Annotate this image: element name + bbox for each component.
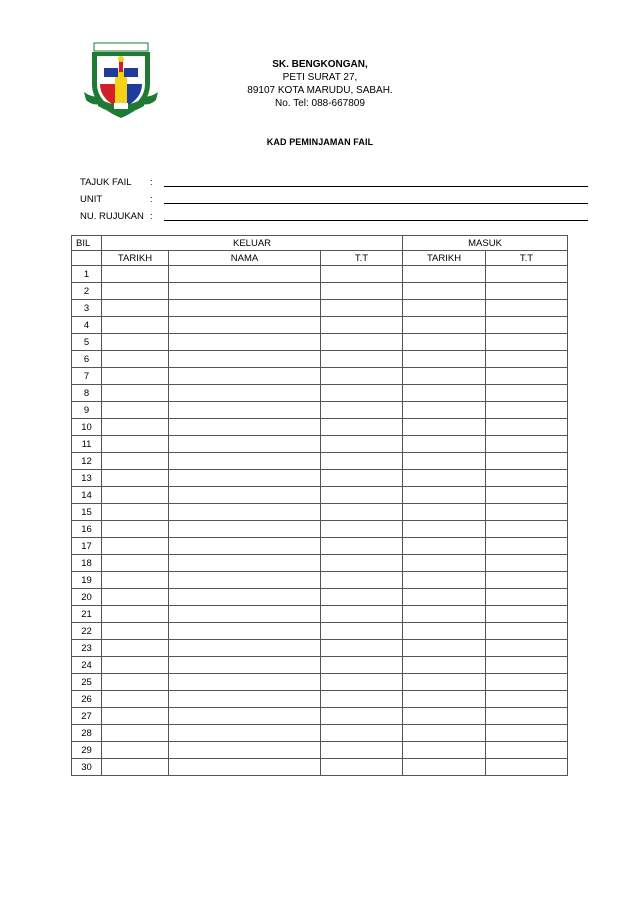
masuk-tarikh-cell[interactable] xyxy=(403,368,486,385)
keluar-nama-cell[interactable] xyxy=(169,334,321,351)
keluar-tarikh-cell[interactable] xyxy=(102,521,169,538)
row-number: 22 xyxy=(72,623,102,640)
row-number: 5 xyxy=(72,334,102,351)
table-header-row xyxy=(72,236,568,251)
keluar-tarikh-cell[interactable] xyxy=(102,640,169,657)
masuk-tt-cell[interactable] xyxy=(486,317,568,334)
masuk-tarikh-cell[interactable] xyxy=(403,470,486,487)
masuk-tt-cell[interactable] xyxy=(486,555,568,572)
row-number: 7 xyxy=(72,368,102,385)
keluar-nama-cell[interactable] xyxy=(169,266,321,283)
keluar-tt-cell[interactable] xyxy=(321,419,403,436)
keluar-tarikh-cell[interactable] xyxy=(102,300,169,317)
table-row xyxy=(72,606,568,623)
row-number: 30 xyxy=(72,759,102,776)
masuk-tt-cell[interactable] xyxy=(486,538,568,555)
field-underline[interactable] xyxy=(164,220,588,221)
col-bil-header: BIL xyxy=(72,236,102,251)
keluar-tt-cell[interactable] xyxy=(321,334,403,351)
keluar-nama-cell[interactable] xyxy=(169,759,321,776)
keluar-tarikh-cell[interactable] xyxy=(102,317,169,334)
masuk-tt-cell[interactable] xyxy=(486,691,568,708)
field-colon: : xyxy=(150,211,153,222)
masuk-tarikh-cell[interactable] xyxy=(403,623,486,640)
row-number: 8 xyxy=(72,385,102,402)
keluar-nama-cell[interactable] xyxy=(169,538,321,555)
table-row xyxy=(72,674,568,691)
keluar-nama-cell[interactable] xyxy=(169,623,321,640)
keluar-nama-cell[interactable] xyxy=(169,317,321,334)
row-number: 12 xyxy=(72,453,102,470)
keluar-tarikh-cell[interactable] xyxy=(102,487,169,504)
keluar-tt-cell[interactable] xyxy=(321,266,403,283)
row-number: 3 xyxy=(72,300,102,317)
masuk-tt-cell[interactable] xyxy=(486,487,568,504)
table-row xyxy=(72,691,568,708)
row-number: 17 xyxy=(72,538,102,555)
field-label: TAJUK FAIL xyxy=(80,177,132,188)
keluar-nama-cell[interactable] xyxy=(169,725,321,742)
row-number: 21 xyxy=(72,606,102,623)
keluar-tt-cell[interactable] xyxy=(321,572,403,589)
table-row xyxy=(72,504,568,521)
row-number: 11 xyxy=(72,436,102,453)
keluar-nama-cell[interactable] xyxy=(169,436,321,453)
masuk-tarikh-cell[interactable] xyxy=(403,453,486,470)
row-number: 29 xyxy=(72,742,102,759)
keluar-tt-cell[interactable] xyxy=(321,691,403,708)
masuk-tt-cell[interactable] xyxy=(486,266,568,283)
masuk-tarikh-cell[interactable] xyxy=(403,708,486,725)
keluar-tarikh-cell[interactable] xyxy=(102,334,169,351)
masuk-tarikh-cell[interactable] xyxy=(403,504,486,521)
keluar-tt-cell[interactable] xyxy=(321,589,403,606)
keluar-nama-cell[interactable] xyxy=(169,606,321,623)
table-row xyxy=(72,742,568,759)
row-number: 9 xyxy=(72,402,102,419)
keluar-nama-cell[interactable] xyxy=(169,283,321,300)
card-title: KAD PEMINJAMAN FAIL xyxy=(266,137,374,147)
table-row xyxy=(72,623,568,640)
masuk-tarikh-cell[interactable] xyxy=(403,759,486,776)
masuk-tarikh-cell[interactable] xyxy=(403,436,486,453)
row-number: 19 xyxy=(72,572,102,589)
field-tajuk-fail xyxy=(80,176,158,190)
table-row xyxy=(72,725,568,742)
field-underline[interactable] xyxy=(164,203,588,204)
field-unit xyxy=(80,193,158,207)
masuk-tt-cell[interactable] xyxy=(486,708,568,725)
table-row xyxy=(72,470,568,487)
keluar-tt-cell[interactable] xyxy=(321,538,403,555)
keluar-tarikh-cell[interactable] xyxy=(102,453,169,470)
masuk-tt-cell[interactable] xyxy=(486,402,568,419)
keluar-tarikh-cell[interactable] xyxy=(102,504,169,521)
masuk-tarikh-cell[interactable] xyxy=(403,317,486,334)
keluar-tarikh-cell[interactable] xyxy=(102,572,169,589)
school-phone: No. Tel: 088-667809 xyxy=(275,98,365,109)
keluar-tt-cell[interactable] xyxy=(321,742,403,759)
col-masuk-tarikh: TARIKH xyxy=(403,251,486,266)
keluar-tarikh-cell[interactable] xyxy=(102,555,169,572)
row-number: 4 xyxy=(72,317,102,334)
keluar-tarikh-cell[interactable] xyxy=(102,691,169,708)
keluar-tt-cell[interactable] xyxy=(321,283,403,300)
school-address: 89107 KOTA MARUDU, SABAH. xyxy=(247,85,393,96)
keluar-tarikh-cell[interactable] xyxy=(102,538,169,555)
table-row xyxy=(72,589,568,606)
keluar-tarikh-cell[interactable] xyxy=(102,606,169,623)
table-row xyxy=(72,266,568,283)
row-number: 6 xyxy=(72,351,102,368)
keluar-tt-cell[interactable] xyxy=(321,623,403,640)
keluar-tt-cell[interactable] xyxy=(321,453,403,470)
masuk-tt-cell[interactable] xyxy=(486,385,568,402)
row-number: 27 xyxy=(72,708,102,725)
row-number: 15 xyxy=(72,504,102,521)
keluar-nama-cell[interactable] xyxy=(169,453,321,470)
keluar-tt-cell[interactable] xyxy=(321,555,403,572)
masuk-tt-cell[interactable] xyxy=(486,470,568,487)
keluar-nama-cell[interactable] xyxy=(169,657,321,674)
masuk-tarikh-cell[interactable] xyxy=(403,572,486,589)
keluar-nama-cell[interactable] xyxy=(169,487,321,504)
table-row xyxy=(72,572,568,589)
masuk-tt-cell[interactable] xyxy=(486,589,568,606)
masuk-tt-cell[interactable] xyxy=(486,300,568,317)
keluar-tarikh-cell[interactable] xyxy=(102,283,169,300)
masuk-tt-cell[interactable] xyxy=(486,368,568,385)
keluar-tt-cell[interactable] xyxy=(321,402,403,419)
masuk-tt-cell[interactable] xyxy=(486,351,568,368)
masuk-tarikh-cell[interactable] xyxy=(403,334,486,351)
table-row xyxy=(72,351,568,368)
col-bil-sub xyxy=(72,251,102,266)
row-number: 16 xyxy=(72,521,102,538)
table-row xyxy=(72,453,568,470)
masuk-tt-cell[interactable] xyxy=(486,453,568,470)
keluar-tt-cell[interactable] xyxy=(321,606,403,623)
keluar-tt-cell[interactable] xyxy=(321,504,403,521)
table-row xyxy=(72,419,568,436)
keluar-nama-cell[interactable] xyxy=(169,640,321,657)
table-row xyxy=(72,555,568,572)
masuk-tt-cell[interactable] xyxy=(486,759,568,776)
masuk-tt-cell[interactable] xyxy=(486,283,568,300)
keluar-tarikh-cell[interactable] xyxy=(102,351,169,368)
field-underline[interactable] xyxy=(164,186,588,187)
keluar-nama-cell[interactable] xyxy=(169,385,321,402)
masuk-tarikh-cell[interactable] xyxy=(403,402,486,419)
keluar-tarikh-cell[interactable] xyxy=(102,385,169,402)
school-header xyxy=(200,58,440,110)
table-row xyxy=(72,759,568,776)
keluar-tt-cell[interactable] xyxy=(321,351,403,368)
masuk-tt-cell[interactable] xyxy=(486,674,568,691)
col-keluar-tarikh: TARIKH xyxy=(102,251,169,266)
masuk-tarikh-cell[interactable] xyxy=(403,521,486,538)
masuk-tarikh-cell[interactable] xyxy=(403,385,486,402)
keluar-tarikh-cell[interactable] xyxy=(102,708,169,725)
table-row xyxy=(72,657,568,674)
keluar-nama-cell[interactable] xyxy=(169,351,321,368)
table-row xyxy=(72,487,568,504)
table-row xyxy=(72,521,568,538)
table-row xyxy=(72,300,568,317)
keluar-tt-cell[interactable] xyxy=(321,470,403,487)
keluar-tarikh-cell[interactable] xyxy=(102,657,169,674)
keluar-nama-cell[interactable] xyxy=(169,419,321,436)
table-row xyxy=(72,385,568,402)
table-row xyxy=(72,402,568,419)
col-masuk-tt: T.T xyxy=(486,251,568,266)
keluar-nama-cell[interactable] xyxy=(169,572,321,589)
loan-log-table xyxy=(71,235,568,776)
keluar-nama-cell[interactable] xyxy=(169,589,321,606)
row-number: 10 xyxy=(72,419,102,436)
group-keluar-header: KELUAR xyxy=(102,236,403,251)
keluar-nama-cell[interactable] xyxy=(169,504,321,521)
keluar-nama-cell[interactable] xyxy=(169,708,321,725)
keluar-tt-cell[interactable] xyxy=(321,317,403,334)
masuk-tt-cell[interactable] xyxy=(486,742,568,759)
masuk-tt-cell[interactable] xyxy=(486,606,568,623)
field-colon: : xyxy=(150,177,153,188)
row-number: 13 xyxy=(72,470,102,487)
masuk-tarikh-cell[interactable] xyxy=(403,555,486,572)
masuk-tt-cell[interactable] xyxy=(486,334,568,351)
field-label: NU. RUJUKAN xyxy=(80,211,144,222)
row-number: 25 xyxy=(72,674,102,691)
table-row xyxy=(72,334,568,351)
masuk-tarikh-cell[interactable] xyxy=(403,351,486,368)
row-number: 24 xyxy=(72,657,102,674)
keluar-tt-cell[interactable] xyxy=(321,657,403,674)
keluar-tt-cell[interactable] xyxy=(321,725,403,742)
keluar-nama-cell[interactable] xyxy=(169,555,321,572)
masuk-tarikh-cell[interactable] xyxy=(403,640,486,657)
keluar-tarikh-cell[interactable] xyxy=(102,436,169,453)
keluar-tarikh-cell[interactable] xyxy=(102,742,169,759)
keluar-tt-cell[interactable] xyxy=(321,759,403,776)
col-keluar-tt: T.T xyxy=(321,251,403,266)
masuk-tarikh-cell[interactable] xyxy=(403,487,486,504)
masuk-tt-cell[interactable] xyxy=(486,657,568,674)
keluar-tarikh-cell[interactable] xyxy=(102,623,169,640)
row-number: 18 xyxy=(72,555,102,572)
keluar-tt-cell[interactable] xyxy=(321,368,403,385)
row-number: 23 xyxy=(72,640,102,657)
keluar-tt-cell[interactable] xyxy=(321,436,403,453)
table-row xyxy=(72,317,568,334)
keluar-nama-cell[interactable] xyxy=(169,521,321,538)
row-number: 14 xyxy=(72,487,102,504)
keluar-nama-cell[interactable] xyxy=(169,368,321,385)
keluar-tarikh-cell[interactable] xyxy=(102,759,169,776)
keluar-nama-cell[interactable] xyxy=(169,674,321,691)
keluar-nama-cell[interactable] xyxy=(169,691,321,708)
table-row xyxy=(72,283,568,300)
col-keluar-nama: NAMA xyxy=(169,251,321,266)
masuk-tarikh-cell[interactable] xyxy=(403,589,486,606)
field-nu-rujukan xyxy=(80,210,158,224)
masuk-tarikh-cell[interactable] xyxy=(403,300,486,317)
masuk-tarikh-cell[interactable] xyxy=(403,725,486,742)
masuk-tarikh-cell[interactable] xyxy=(403,283,486,300)
table-row xyxy=(72,436,568,453)
keluar-nama-cell[interactable] xyxy=(169,300,321,317)
row-number: 20 xyxy=(72,589,102,606)
table-row xyxy=(72,368,568,385)
keluar-tarikh-cell[interactable] xyxy=(102,725,169,742)
keluar-tarikh-cell[interactable] xyxy=(102,674,169,691)
keluar-tarikh-cell[interactable] xyxy=(102,402,169,419)
school-crest-logo xyxy=(82,40,160,124)
row-number: 26 xyxy=(72,691,102,708)
row-number: 1 xyxy=(72,266,102,283)
masuk-tt-cell[interactable] xyxy=(486,640,568,657)
row-number: 2 xyxy=(72,283,102,300)
field-colon: : xyxy=(150,194,153,205)
table-subheader-row xyxy=(72,251,568,266)
keluar-tt-cell[interactable] xyxy=(321,487,403,504)
keluar-tt-cell[interactable] xyxy=(321,674,403,691)
masuk-tarikh-cell[interactable] xyxy=(403,266,486,283)
group-masuk-header: MASUK xyxy=(403,236,568,251)
keluar-tarikh-cell[interactable] xyxy=(102,419,169,436)
table-row xyxy=(72,538,568,555)
keluar-tt-cell[interactable] xyxy=(321,300,403,317)
masuk-tt-cell[interactable] xyxy=(486,623,568,640)
masuk-tt-cell[interactable] xyxy=(486,725,568,742)
masuk-tt-cell[interactable] xyxy=(486,504,568,521)
keluar-tarikh-cell[interactable] xyxy=(102,470,169,487)
field-label: UNIT xyxy=(80,194,103,205)
keluar-tt-cell[interactable] xyxy=(321,708,403,725)
masuk-tarikh-cell[interactable] xyxy=(403,538,486,555)
masuk-tarikh-cell[interactable] xyxy=(403,606,486,623)
keluar-tarikh-cell[interactable] xyxy=(102,589,169,606)
school-po-box: PETI SURAT 27, xyxy=(282,72,358,83)
keluar-nama-cell[interactable] xyxy=(169,402,321,419)
school-name: SK. BENGKONGAN, xyxy=(272,59,368,70)
masuk-tt-cell[interactable] xyxy=(486,572,568,589)
row-number: 28 xyxy=(72,725,102,742)
table-body xyxy=(72,266,568,776)
masuk-tarikh-cell[interactable] xyxy=(403,657,486,674)
table-row xyxy=(72,640,568,657)
table-row xyxy=(72,708,568,725)
masuk-tarikh-cell[interactable] xyxy=(403,674,486,691)
masuk-tarikh-cell[interactable] xyxy=(403,691,486,708)
masuk-tt-cell[interactable] xyxy=(486,436,568,453)
keluar-tarikh-cell[interactable] xyxy=(102,368,169,385)
keluar-tt-cell[interactable] xyxy=(321,385,403,402)
keluar-tt-cell[interactable] xyxy=(321,521,403,538)
keluar-nama-cell[interactable] xyxy=(169,742,321,759)
keluar-tt-cell[interactable] xyxy=(321,640,403,657)
masuk-tt-cell[interactable] xyxy=(486,419,568,436)
keluar-tarikh-cell[interactable] xyxy=(102,266,169,283)
masuk-tarikh-cell[interactable] xyxy=(403,419,486,436)
keluar-nama-cell[interactable] xyxy=(169,470,321,487)
masuk-tarikh-cell[interactable] xyxy=(403,742,486,759)
masuk-tt-cell[interactable] xyxy=(486,521,568,538)
